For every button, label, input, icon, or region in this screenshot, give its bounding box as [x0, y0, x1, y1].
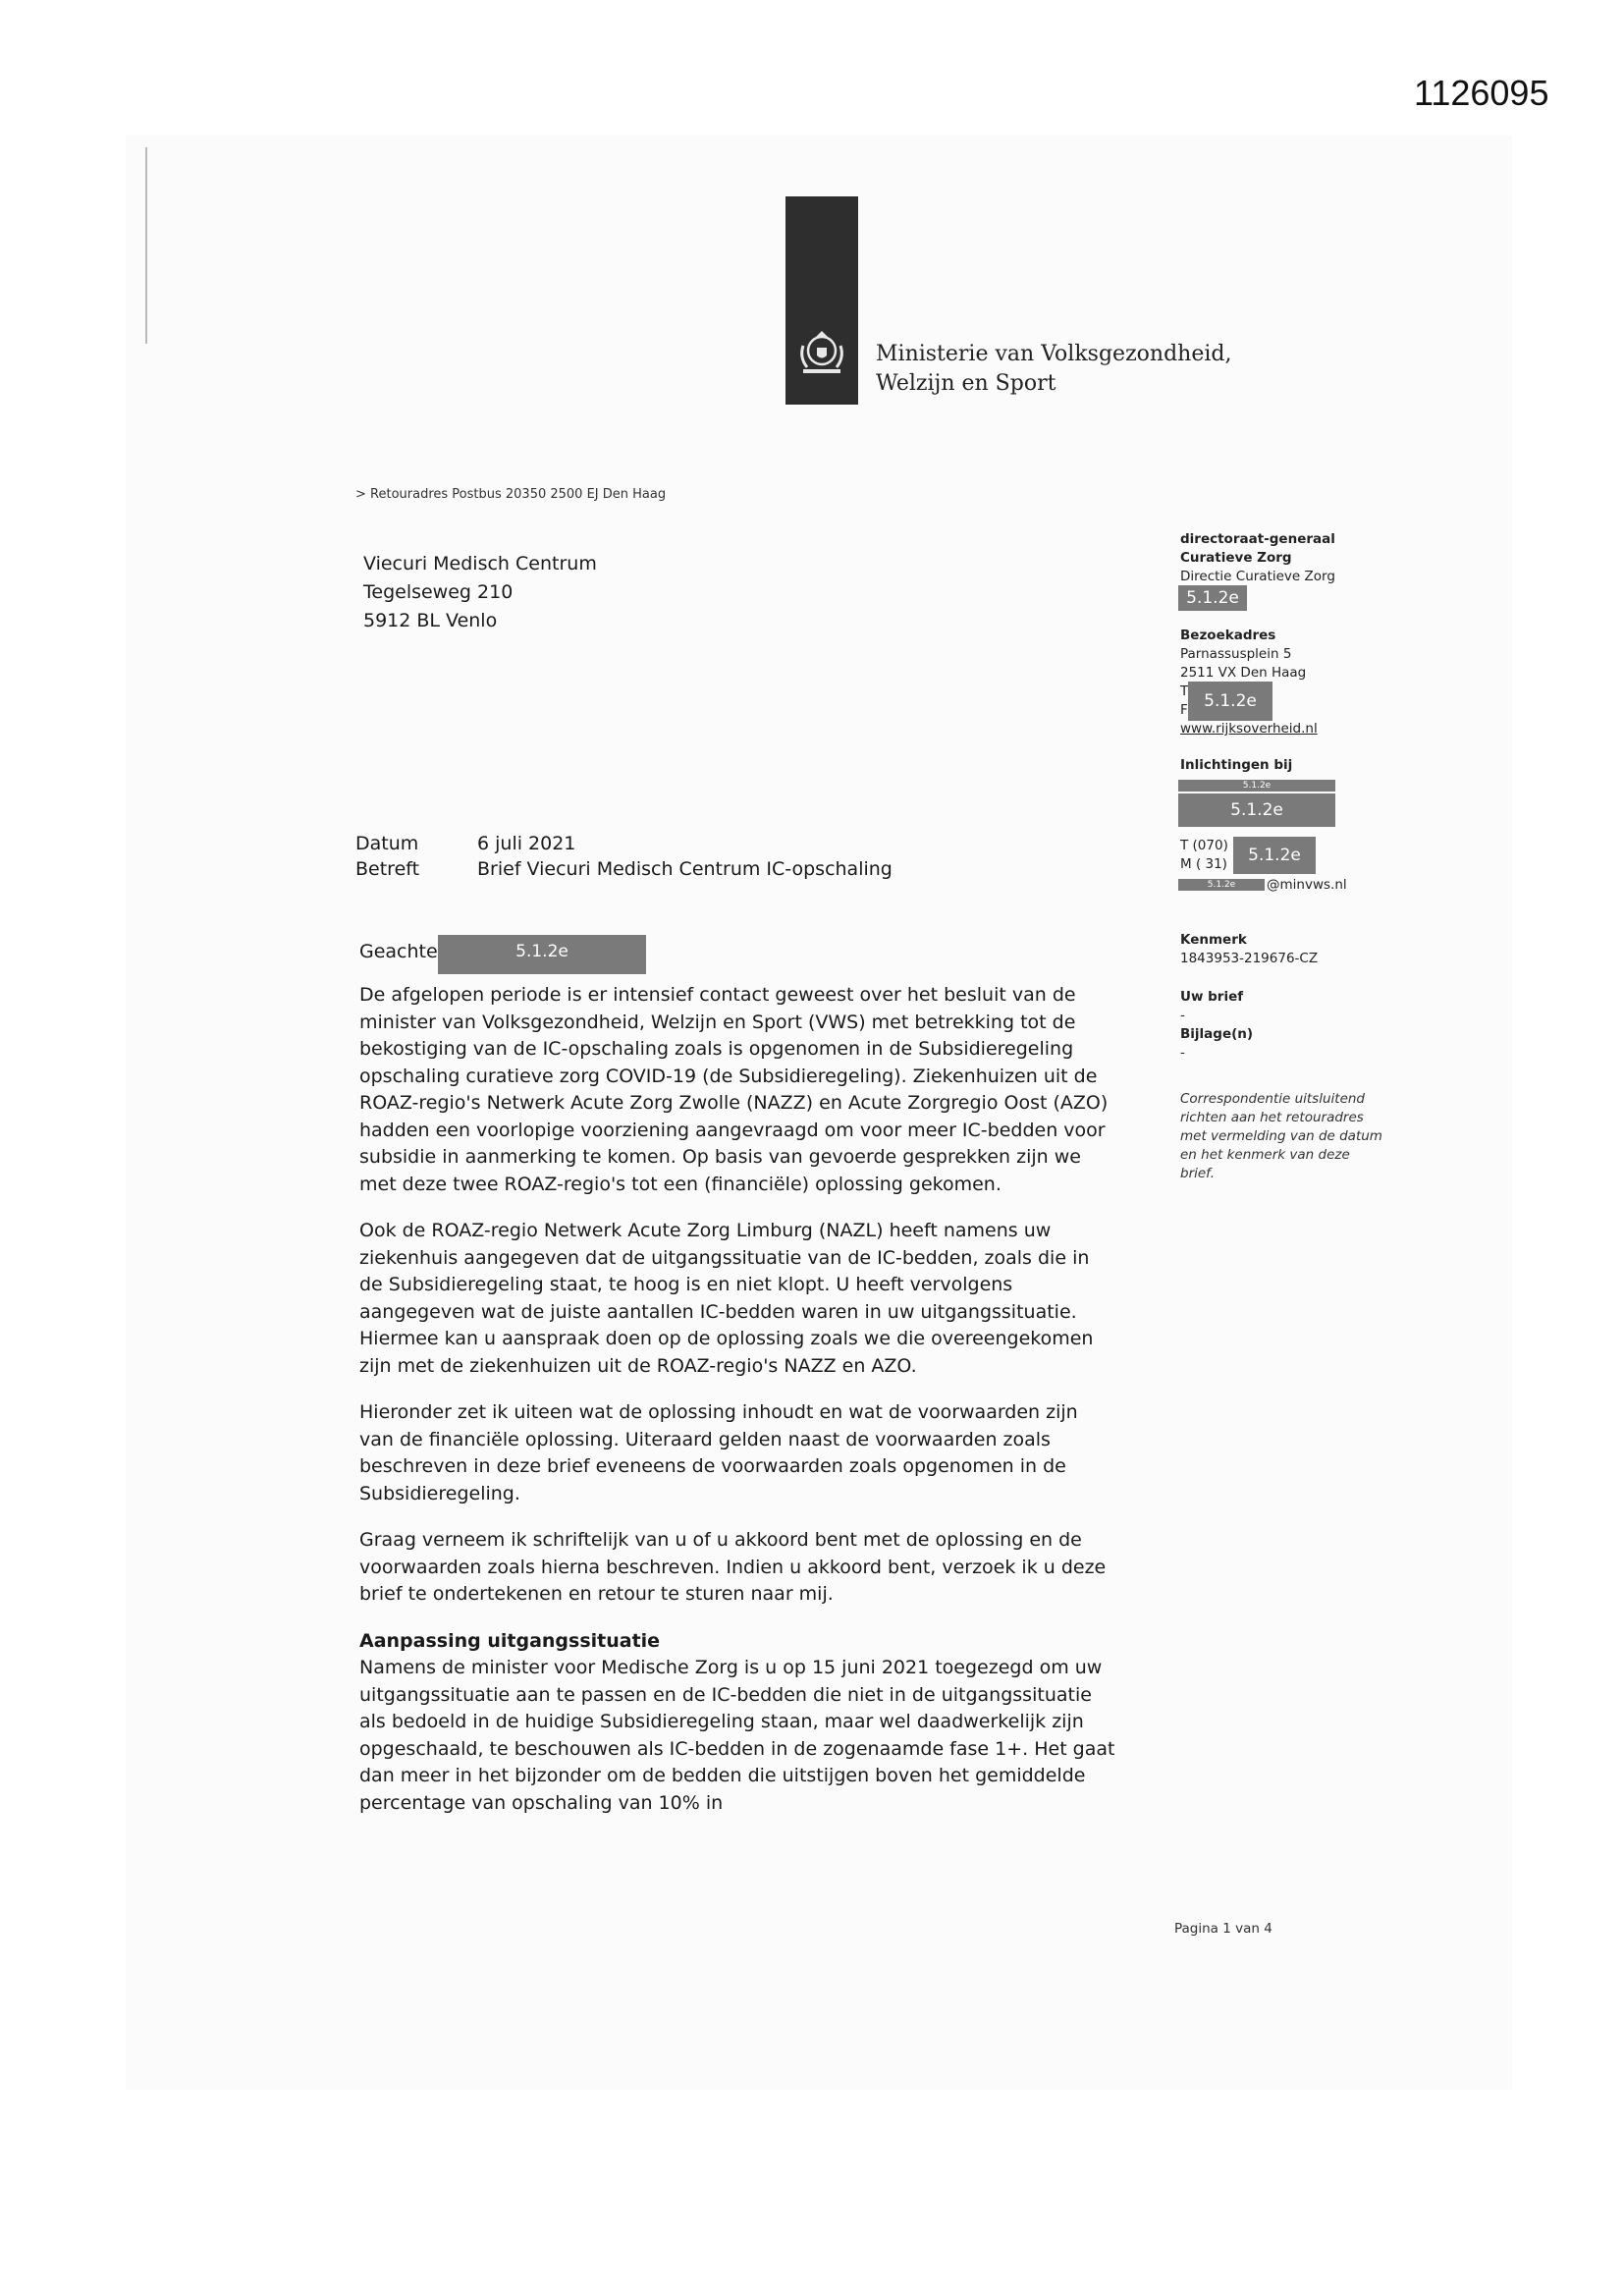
- sidebar-phone-t: T (070): [1180, 838, 1228, 853]
- paragraph: Graag verneem ik schriftelijk van u of u akkoord bent met de oplossing en de voorwaarden zoals hierna beschreven. Indien u akkoord bent, verzoek ik u deze brief te ondertekenen en retour te sturen naar mij.: [359, 1529, 1107, 1605]
- sidebar-t-prefix: T: [1180, 683, 1189, 699]
- betreft-value: Brief Viecuri Medisch Centrum IC-opschaling: [477, 858, 893, 880]
- paragraph: Ook de ROAZ-regio Netwerk Acute Zorg Limburg (NAZL) heeft namens uw ziekenhuis aangegeven dat de uitgangssituatie van de IC-bedden, zoals die in de Subsidieregeling staat, te hoog is en niet klopt. U heeft vervolgens aangegeven wat de juiste aantallen IC-bedden waren in uw uitgangssituatie. Hiermee kan u aanspraak doen op de oplossing zoals we die overeengekomen zijn met de ziekenhuizen uit de ROAZ-regio's NAZZ en AZO.: [359, 1220, 1094, 1377]
- letter-body: [359, 982, 1115, 1836]
- sidebar-postcode: 2511 VX Den Haag: [1180, 665, 1307, 681]
- sidebar-bijlage-label: Bijlage(n): [1180, 1026, 1254, 1042]
- return-address: > Retouradres Postbus 20350 2500 EJ Den Haag: [355, 487, 667, 502]
- ministry-name: [876, 340, 1231, 399]
- paragraph: De afgelopen periode is er intensief contact geweest over het besluit van de minister van Volksgezondheid, Welzijn en Sport (VWS) met betrekking tot de bekostiging van de IC-opschaling zoals is opgenomen in de Subsidieregeling opschaling curatieve zorg COVID-19 (de Subsidieregeling). Ziekenhuizen uit de ROAZ-regio's Netwerk Acute Zorg Zwolle (NAZZ) en Acute Zorgregio Oost (AZO) hadden een voorlopige voorziening aangevraagd om voor meer IC-bedden voor subsidie in aanmerking te komen. Op basis van gevoerde gesprekken zijn we met deze twee ROAZ-regio's tot een (financiële) oplossing gekomen.: [359, 984, 1109, 1195]
- redaction-box: 5.1.2e: [1178, 585, 1247, 611]
- sidebar-inlichtingen-label: Inlichtingen bij: [1180, 757, 1293, 773]
- salutation: Geachte: [359, 941, 438, 962]
- ministry-name-line1: Ministerie van Volksgezondheid,: [876, 342, 1232, 366]
- coat-of-arms-icon: [793, 324, 850, 381]
- redaction-box: 5.1.2e: [1178, 780, 1335, 792]
- redaction-box: 5.1.2e: [1178, 793, 1335, 827]
- recipient-address: [363, 550, 597, 635]
- sidebar-uw-brief: [1180, 988, 1243, 1025]
- sidebar-directorate: [1180, 530, 1335, 586]
- document-number: 1126095: [1414, 73, 1549, 113]
- sidebar-correspondence-note: [1180, 1090, 1386, 1183]
- sidebar-uw-brief-value: -: [1180, 1008, 1185, 1023]
- sidebar-directie: Directie Curatieve Zorg: [1180, 569, 1335, 584]
- sidebar-bijlage: [1180, 1025, 1253, 1063]
- redaction-box: 5.1.2e: [1233, 837, 1316, 874]
- sidebar-kenmerk-label: Kenmerk: [1180, 932, 1247, 948]
- sidebar-f-prefix: F: [1180, 702, 1188, 718]
- betreft-label: Betreft: [355, 858, 420, 880]
- sidebar-uw-brief-label: Uw brief: [1180, 989, 1244, 1005]
- sidebar-dg: directoraat-generaal: [1180, 531, 1335, 547]
- page-number: Pagina 1 van 4: [1174, 1921, 1272, 1937]
- sidebar-kenmerk-value: 1843953-219676-CZ: [1180, 951, 1319, 966]
- sidebar-street: Parnassusplein 5: [1180, 646, 1292, 662]
- sidebar-phone-m: M ( 31): [1180, 856, 1227, 872]
- recipient-line2: Tegelseweg 210: [363, 581, 514, 603]
- sidebar-inlichtingen: [1180, 756, 1292, 775]
- recipient-line3: 5912 BL Venlo: [363, 610, 498, 631]
- redaction-box: 5.1.2e: [438, 935, 646, 974]
- sidebar-dept: Curatieve Zorg: [1180, 550, 1292, 566]
- ministry-name-line2: Welzijn en Sport: [876, 371, 1056, 396]
- sidebar-bijlage-value: -: [1180, 1045, 1185, 1061]
- section-paragraph: Namens de minister voor Medische Zorg is u op 15 juni 2021 toegezegd om uw uitgangssituatie aan te passen en de IC-bedden die niet in de uitgangssituatie als bedoeld in de huidige Subsidieregeling staan, maar wel daadwerkelijk zijn opgeschaald, te beschouwen als IC-bedden in de zogenaamde fase 1+. Het gaat dan meer in het bijzonder om de bedden die uitstijgen boven het gemiddelde percentage van opschaling van 10% in: [359, 1657, 1115, 1814]
- sidebar-bezoekadres-label: Bezoekadres: [1180, 628, 1276, 643]
- correspondence-text: Correspondentie uitsluitend richten aan het retouradres met vermelding van de datum en het kenmerk van deze brief.: [1180, 1091, 1382, 1181]
- redaction-box: 5.1.2e: [1188, 682, 1272, 721]
- letter-meta: [355, 831, 893, 882]
- sidebar-kenmerk: [1180, 931, 1318, 968]
- redaction-box: 5.1.2e: [1178, 879, 1265, 891]
- section-heading: Aanpassing uitgangssituatie: [359, 1629, 661, 1652]
- datum-label: Datum: [355, 833, 419, 854]
- recipient-line1: Viecuri Medisch Centrum: [363, 553, 597, 574]
- sidebar-phones: [1180, 837, 1228, 874]
- paragraph: Hieronder zet ik uiteen wat de oplossing inhoudt en wat de voorwaarden zijn van de financiële oplossing. Uiteraard gelden naast de voorwaarden zoals beschreven in deze brief eveneens de voorwaarden zoals opgenomen in de Subsidieregeling.: [359, 1401, 1078, 1504]
- scan-margin-line: [145, 147, 147, 344]
- datum-value: 6 juli 2021: [477, 833, 576, 854]
- sidebar-email-suffix: @minvws.nl: [1267, 877, 1347, 893]
- sidebar-website[interactable]: www.rijksoverheid.nl: [1180, 721, 1318, 737]
